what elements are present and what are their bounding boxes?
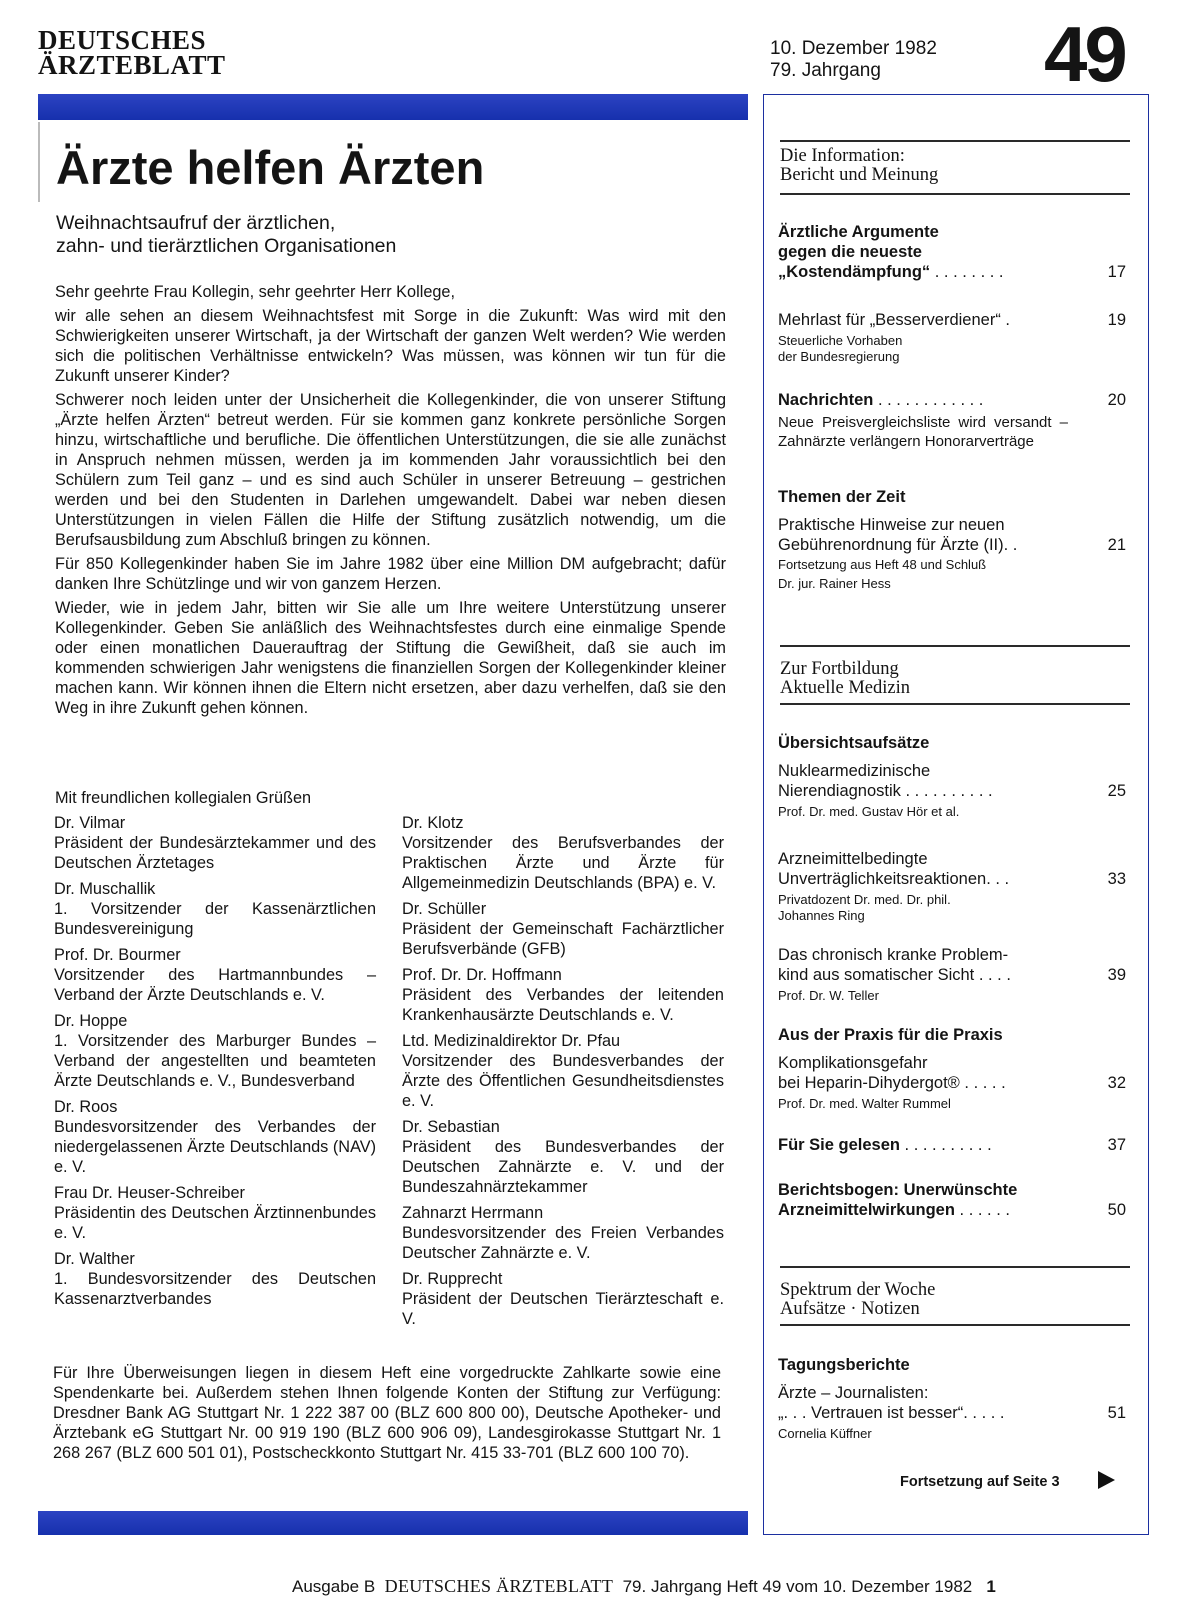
paragraph: Wieder, wie in jedem Jahr, bitten wir Sie alle um Ihre weitere Unterstützung unserer Kollegenkinder. Geben Sie anläßlich des Weihnachtsfestes durch eine einmalige Spende oder einen monatlichen Dauerauftrag der Stiftung die Gewißheit, daß sie auch im kommenden schwierigen Jahr wenigstens die finanziellen Sorgen der Kollegenkinder kleiner machen kann. Wir können ihnen die Eltern nicht ersetzen, aber dazu verhelfen, daß sie den Weg in ihre Zukunft gehen können. — [55, 599, 726, 717]
section-line-1: Zur Fortbildung — [780, 659, 899, 679]
article-subtitle — [56, 212, 396, 258]
toc-item-title: gegen die neueste — [778, 243, 922, 261]
article-body — [55, 282, 726, 722]
signatory-name: Dr. Roos — [54, 1098, 118, 1116]
masthead-line-2: ÄRZTEBLATT — [38, 50, 226, 80]
toc-item-title-line: bei Heparin-Dihydergot® . . . . . — [778, 1074, 1006, 1092]
signatory-name: Zahnarzt Herrmann — [402, 1204, 544, 1222]
toc-item-title: Nuklearmedizinische — [778, 762, 931, 780]
signatory-role: Präsident der Gemeinschaft Fachärztlicher Berufsverbände (GFB) — [402, 920, 724, 958]
section-line-2: Aktuelle Medizin — [780, 678, 910, 698]
toc-item-sub: Dr. jur. Rainer Hess — [778, 576, 891, 591]
toc-item-title: Berichtsbogen: Unerwünschte — [778, 1181, 1018, 1199]
issue-number: 49 — [1044, 10, 1125, 98]
toc-item-sub: Prof. Dr. med. Gustav Hör et al. — [778, 804, 960, 819]
subtitle-line-2: zahn- und tierärztlichen Organisationen — [56, 235, 397, 257]
signatory — [402, 1117, 724, 1197]
top-blue-bar — [38, 94, 748, 120]
signatory-role: Präsident der Deutschen Tierärzteschaft e. V. — [402, 1290, 724, 1328]
masthead-logo — [38, 25, 226, 80]
salutation: Sehr geehrte Frau Kollegin, sehr geehrter Herr Kollege, — [55, 283, 456, 301]
section-rule — [780, 645, 1130, 647]
toc-item-title: Komplikationsgefahr — [778, 1054, 928, 1072]
signatory-name: Dr. Sebastian — [402, 1118, 500, 1136]
toc-item-title-line: „. . . Vertrauen ist besser“. . . . . — [778, 1404, 1005, 1422]
subtitle-line-1: Weihnachtsaufruf der ärztlichen, — [56, 212, 336, 234]
toc-item-sub: Steuerliche Vorhaben — [778, 333, 903, 348]
section-rule — [780, 703, 1130, 705]
signatory-role: Präsident der Bundesärztekammer und des Deutschen Ärztetages — [54, 834, 376, 872]
footer-info: 79. Jahrgang Heft 49 vom 10. Dezember 1982 — [622, 1577, 973, 1596]
toc-item-sub: Prof. Dr. med. Walter Rummel — [778, 1096, 951, 1111]
toc-heading: Themen der Zeit — [778, 488, 906, 506]
section-rule — [780, 140, 1130, 142]
toc-heading: Aus der Praxis für die Praxis — [778, 1026, 1003, 1044]
toc-item-title-line: Mehrlast für „Besserverdiener“ . — [778, 311, 1010, 329]
toc-heading: Tagungsberichte — [778, 1356, 910, 1374]
signatory-name: Dr. Rupprecht — [402, 1270, 503, 1288]
toc-section-fortbildung — [780, 660, 910, 698]
issue-date: 10. Dezember 1982 — [770, 38, 937, 59]
toc-heading: Übersichtsaufsätze — [778, 734, 930, 752]
toc-item-title: Arzneimittelbedingte — [778, 850, 928, 868]
toc-item-mehrlast[interactable] — [778, 310, 1126, 365]
toc-item-problemkind[interactable] — [778, 945, 1126, 1004]
toc-section-spektrum — [780, 1281, 935, 1319]
signatory-role: Vorsitzender des Berufsverbandes der Praktischen Ärzte und Ärzte für Allgemeinmedizin Deutschlands (BPA) e. V. — [402, 834, 724, 892]
signatory — [402, 1269, 724, 1329]
toc-page-number: 19 — [1107, 311, 1126, 329]
toc-item-tagungsberichte[interactable] — [778, 1355, 1126, 1442]
signatory — [54, 813, 376, 873]
signatory-role: Präsident des Verbandes der leitenden Krankenhausärzte Deutschlands e. V. — [402, 986, 724, 1024]
toc-item-sub: Privatdozent Dr. med. Dr. phil. — [778, 892, 951, 907]
signatory-name: Ltd. Medizinaldirektor Dr. Pfau — [402, 1032, 621, 1050]
section-rule — [780, 193, 1130, 195]
signatory-name: Prof. Dr. Dr. Hoffmann — [402, 966, 562, 984]
toc-item-berichtsbogen[interactable] — [778, 1180, 1126, 1220]
signatory — [54, 1011, 376, 1091]
signatory-name: Dr. Walther — [54, 1250, 135, 1268]
toc-item-title: Das chronisch kranke Problem- — [778, 946, 1009, 964]
bottom-blue-bar — [38, 1511, 748, 1535]
signatory — [54, 1249, 376, 1309]
toc-item-title-line: Für Sie gelesen . . . . . . . . . . — [778, 1136, 992, 1154]
signatory — [402, 813, 724, 893]
signatory-role: Präsident des Bundesverbandes der Deutschen Zahnärzte e. V. und der Bundeszahnärztekammer — [402, 1138, 724, 1196]
signatory-role: Vorsitzender des Hartmannbundes – Verband der Ärzte Deutschlands e. V. — [54, 966, 376, 1004]
paragraph: Für 850 Kollegenkinder haben Sie im Jahre 1982 über eine Million DM aufgebracht; dafür danken Ihre Schützlinge und wir von ganzem Herzen. — [55, 555, 726, 593]
toc-page-number: 37 — [1107, 1136, 1126, 1154]
toc-item-nuklearmedizin[interactable] — [778, 733, 1126, 820]
signatory-name: Dr. Vilmar — [54, 814, 126, 832]
signatory-role: Präsidentin des Deutschen Ärztinnenbundes e. V. — [54, 1204, 376, 1242]
toc-item-sub: Prof. Dr. W. Teller — [778, 988, 879, 1003]
toc-item-fuer-sie-gelesen[interactable] — [778, 1135, 1126, 1155]
toc-item-arzneimittel[interactable] — [778, 849, 1126, 924]
toc-page-number: 20 — [1107, 391, 1126, 409]
signatory-role: 1. Vorsitzender des Marburger Bundes – Verband der angestellten und beamteten Ärzte Deutschlands e. V., Bundesverband — [54, 1032, 376, 1090]
signatory — [54, 945, 376, 1005]
article-title: Ärzte helfen Ärzten — [56, 141, 485, 194]
bank-accounts-note: Für Ihre Überweisungen liegen in diesem Heft eine vorgedruckte Zahlkarte sowie eine Spendenkarte bei. Außerdem stehen Ihnen folgende Konten der Stiftung zur Verfügung: Dresdner Bank AG Stuttgart Nr. 1 222 387 00 (BLZ 600 800 00), Deutsche Apotheker- und Ärztebank eG Stuttgart Nr. 00 919 190 (BLZ 600 906 09), Landesgirokasse Stuttgart Nr. 1 268 267 (BLZ 600 501 01), Postscheckkonto Stuttgart Nr. 415 33-701 (BLZ 600 100 70). — [53, 1364, 721, 1462]
section-line-2: Bericht und Meinung — [780, 165, 939, 185]
toc-item-title-line: Nierendiagnostik . . . . . . . . . . — [778, 782, 993, 800]
signatory-name: Prof. Dr. Bourmer — [54, 946, 181, 964]
signatory-name: Dr. Klotz — [402, 814, 464, 832]
signatory — [402, 1031, 724, 1111]
continued-link[interactable]: Fortsetzung auf Seite 3 — [900, 1474, 1060, 1490]
toc-item-title-line: Nachrichten . . . . . . . . . . . . — [778, 391, 984, 409]
issue-date-block — [770, 38, 937, 82]
signatories-left — [54, 813, 376, 1315]
left-accent-rule — [38, 122, 40, 202]
toc-item-sub: der Bundesregierung — [778, 349, 900, 364]
footer-edition: Ausgabe B — [292, 1577, 376, 1596]
signatory-role: 1. Vorsitzender der Kassenärztlichen Bundesvereinigung — [54, 900, 376, 938]
signatory — [402, 899, 724, 959]
signatory — [54, 1183, 376, 1243]
signatory-role: Vorsitzender des Bundesverbandes der Ärzte des Öffentlichen Gesundheitsdienstes e. V. — [402, 1052, 724, 1110]
toc-item-sub: Cornelia Küffner — [778, 1426, 872, 1441]
paragraph: Schwerer noch leiden unter der Unsicherheit die Kollegenkinder, die von unserer Stiftung „Ärzte helfen Ärzten“ betreut werden. Für sie kommen ganz konkrete persönliche Sorgen hinzu, wirtschaftliche und berufliche. Die öffentlichen Unterstützungen, die sie alle zunächst in Anspruch nehmen müssen, werden ja im kommenden Jahr voraussichtlich bei den Schülern zum Teil ganz – und es sind auch Schüler in unserer Betreuung – gestrichen werden und bei den Studenten in Darlehen umgewandelt. Dabei war neben diesen Unterstützungen in vielen Fällen die Hilfe der Stiftung zusätzlich notwendig, um die Berufsausbildung zum Abschluß bringen zu können. — [55, 391, 726, 549]
greeting: Mit freundlichen kollegialen Grüßen — [55, 789, 312, 807]
signatory-role: Bundesvorsitzender des Verbandes der niedergelassenen Ärzte Deutschlands (NAV) e. V. — [54, 1118, 376, 1176]
signatory-role: Bundesvorsitzender des Freien Verbandes Deutscher Zahnärzte e. V. — [402, 1224, 724, 1262]
signatory-name: Frau Dr. Heuser-Schreiber — [54, 1184, 245, 1202]
toc-page-number: 25 — [1107, 782, 1126, 800]
section-rule — [780, 1266, 1130, 1268]
toc-page-number: 39 — [1107, 966, 1126, 984]
page-footer — [292, 1576, 996, 1597]
toc-item-themen[interactable] — [778, 487, 1126, 592]
arrow-right-icon — [1098, 1471, 1115, 1489]
toc-item-sub: Fortsetzung aus Heft 48 und Schluß — [778, 557, 987, 572]
toc-item-title: Praktische Hinweise zur neuen — [778, 516, 1005, 534]
footer-page-number: 1 — [986, 1577, 996, 1596]
toc-item-title-line: Gebührenordnung für Ärzte (II). . — [778, 536, 1018, 554]
toc-item-description: Neue Preisvergleichsliste wird versandt – Zahnärzte verlängern Honorarverträge — [778, 414, 1068, 450]
signatory-role: 1. Bundesvorsitzender des Deutschen Kassenarztverbandes — [54, 1270, 376, 1308]
toc-item-title: Ärztliche Argumente — [778, 223, 939, 241]
signatory — [54, 879, 376, 939]
section-rule — [780, 1324, 1130, 1326]
section-line-1: Spektrum der Woche — [780, 1280, 936, 1300]
signatory — [402, 1203, 724, 1263]
signatories-right — [402, 813, 724, 1335]
toc-item-nachrichten[interactable] — [778, 390, 1126, 451]
toc-item-title-line: kind aus somatischer Sicht . . . . — [778, 966, 1011, 984]
toc-page-number: 33 — [1107, 870, 1126, 888]
toc-section-information — [780, 147, 938, 185]
toc-item-arguments[interactable] — [778, 222, 1126, 282]
section-line-2: Aufsätze · Notizen — [780, 1299, 920, 1319]
masthead-line-1: DEUTSCHES — [38, 25, 207, 55]
toc-page-number: 50 — [1107, 1201, 1126, 1219]
signatory — [54, 1097, 376, 1177]
toc-item-title-line: Arzneimittelwirkungen . . . . . . — [778, 1201, 1010, 1219]
toc-page-number: 32 — [1107, 1074, 1126, 1092]
issue-volume: 79. Jahrgang — [770, 60, 881, 81]
footer-journal: DEUTSCHES ÄRZTEBLATT — [384, 1576, 614, 1596]
toc-item-heparin[interactable] — [778, 1025, 1126, 1112]
signatory — [402, 965, 724, 1025]
signatory-name: Dr. Muschallik — [54, 880, 156, 898]
toc-page-number: 21 — [1107, 536, 1126, 554]
toc-item-sub: Johannes Ring — [778, 908, 865, 923]
toc-page-number: 17 — [1107, 263, 1126, 281]
toc-item-title: Ärzte – Journalisten: — [778, 1384, 929, 1402]
section-line-1: Die Information: — [780, 146, 905, 166]
paragraph: wir alle sehen an diesem Weihnachtsfest mit Sorge in die Zukunft: Was wird mit den Schwierigkeiten unserer Wirtschaft, ja der Wirtschaft der ganzen Welt werden? Wie werden sich die politischen Verhältnisse entwickeln? Was müssen, was können wir tun für die Zukunft unserer Kinder? — [55, 307, 726, 385]
signatory-name: Dr. Schüller — [402, 900, 487, 918]
toc-item-title-line: Unverträglichkeitsreaktionen. . . — [778, 870, 1010, 888]
toc-page-number: 51 — [1107, 1404, 1126, 1422]
signatory-name: Dr. Hoppe — [54, 1012, 128, 1030]
toc-item-title-line: „Kostendämpfung“ . . . . . . . . — [778, 263, 1004, 281]
